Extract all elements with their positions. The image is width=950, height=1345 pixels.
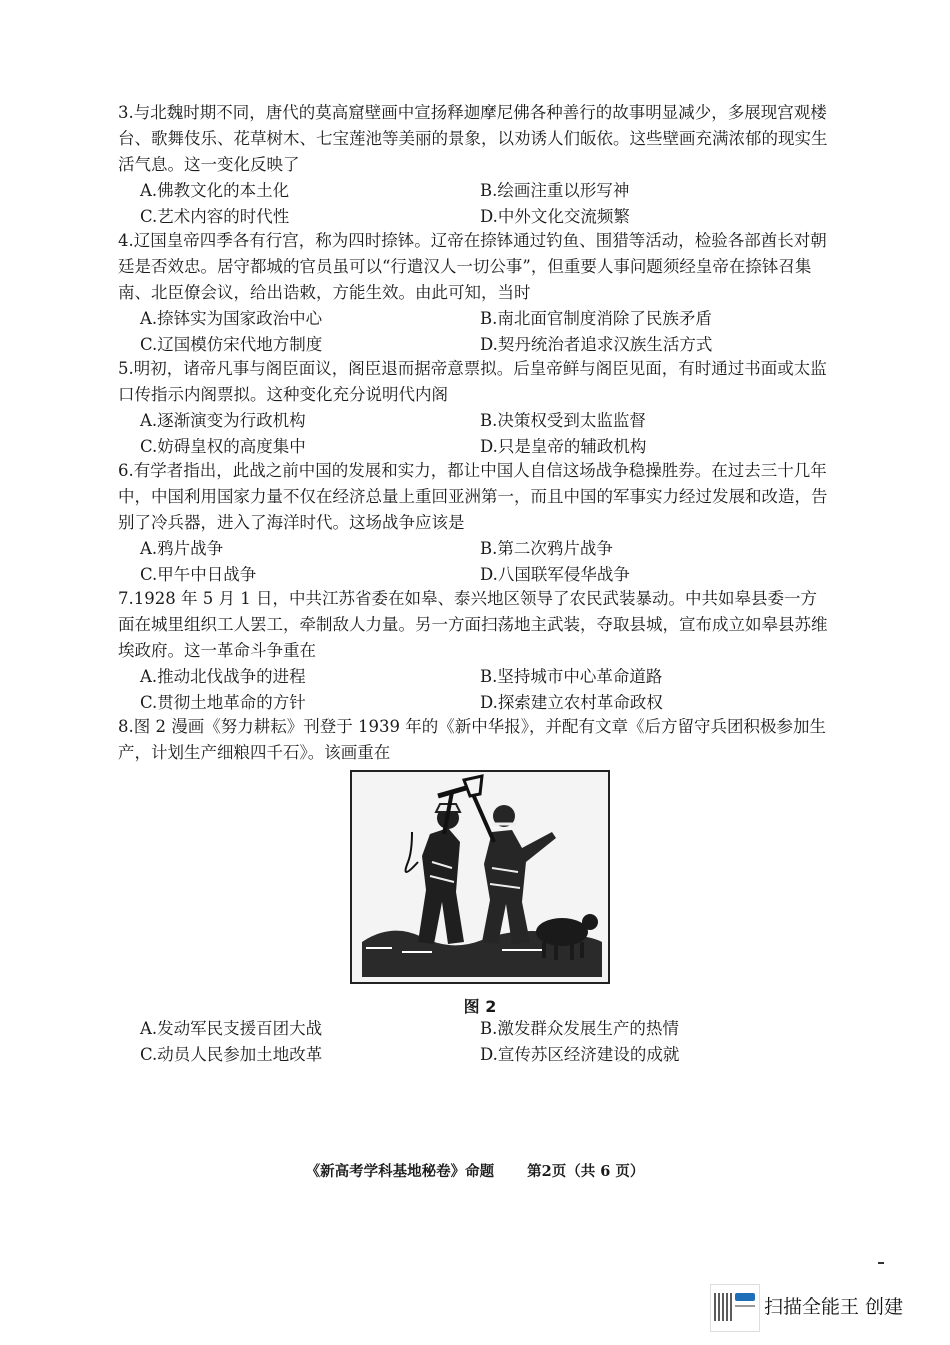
option-d: D.探索建立农村革命政权	[480, 693, 663, 712]
option-a: A.推动北伐战争的进程	[140, 667, 306, 686]
question-5	[118, 356, 830, 460]
option-c: C.甲午中日战争	[140, 565, 257, 584]
options	[118, 1016, 830, 1068]
option-b: B.绘画注重以形写神	[480, 181, 630, 200]
question-stem: 7.1928 年 5 月 1 日，中共江苏省委在如皋、泰兴地区领导了农民武装暴动。中共如皋县委一方面在城里组织工人罢工，牵制敌人力量。另一方面扫荡地主武装，夺取县城，宣布成立如皋县苏维埃政府。这一革命斗争重在	[118, 589, 828, 660]
qr-code-icon	[714, 1293, 732, 1321]
question-stem: 6.有学者指出，此战之前中国的发展和实力，都让中国人自信这场战争稳操胜券。在过去三十几年中，中国利用国家力量不仅在经济总量上重回亚洲第一，而且中国的军事实力经过发展和改造，告别了冷兵器，进入了海洋时代。这场战争应该是	[118, 461, 828, 532]
option-a: A.鸦片战争	[140, 539, 224, 558]
option-a: A.佛教文化的本土化	[140, 181, 290, 200]
option-a: A.逐渐演变为行政机构	[140, 411, 306, 430]
option-c: C.艺术内容的时代性	[140, 207, 290, 226]
footer-source: 《新高考学科基地秘卷》命题	[305, 1163, 495, 1180]
options	[118, 536, 830, 588]
option-c: C.贯彻土地革命的方针	[140, 693, 306, 712]
option-a: A.捺钵实为国家政治中心	[140, 309, 323, 328]
option-b: B.南北面官制度消除了民族矛盾	[480, 309, 712, 328]
scanner-logo	[710, 1284, 760, 1332]
app-logo-icon	[735, 1293, 755, 1301]
question-3	[118, 100, 830, 230]
option-c: C.妨碍皇权的高度集中	[140, 437, 306, 456]
question-7	[118, 586, 830, 716]
question-stem: 4.辽国皇帝四季各有行宫，称为四时捺钵。辽帝在捺钵通过钓鱼、围猎等活动，检验各部酋长对朝廷是否效忠。居守都城的官员虽可以“行遣汉人一切公事”，但重要人事问题须经皇帝在捺钵召集南、北臣僚会议，给出诰敕，方能生效。由此可知，当时	[118, 231, 827, 302]
option-d: D.只是皇帝的辅政机构	[480, 437, 647, 456]
question-8-options	[118, 1016, 830, 1068]
option-d: D.契丹统治者追求汉族生活方式	[480, 335, 713, 354]
option-b: B.坚持城市中心革命道路	[480, 667, 663, 686]
option-d: D.中外文化交流频繁	[480, 207, 630, 226]
option-d: D.八国联军侵华战争	[480, 565, 630, 584]
option-b: B.激发群众发展生产的热情	[480, 1019, 679, 1038]
option-c: C.动员人民参加土地改革	[140, 1045, 323, 1064]
question-stem: 5.明初，诸帝凡事与阁臣面议，阁臣退而据帝意票拟。后皇帝鲜与阁臣见面，有时通过书面或太监口传指示内阁票拟。这种变化充分说明代内阁	[118, 359, 827, 404]
options	[118, 664, 830, 716]
options	[118, 306, 830, 358]
option-a: A.发动军民支援百团大战	[140, 1019, 323, 1038]
options	[118, 178, 830, 230]
option-c: C.辽国模仿宋代地方制度	[140, 335, 323, 354]
option-b: B.决策权受到太监监督	[480, 411, 646, 430]
option-d: D.宣传苏区经济建设的成就	[480, 1045, 680, 1064]
question-stem: 3.与北魏时期不同，唐代的莫高窟壁画中宣扬释迦摩尼佛各种善行的故事明显减少，多展现宫观楼台、歌舞伎乐、花草树木、七宝莲池等美丽的景象，以劝诱人们皈依。这些壁画充满浓郁的现实生活气息。这一变化反映了	[118, 103, 828, 174]
option-b: B.第二次鸦片战争	[480, 539, 613, 558]
cartoon-illustration	[352, 772, 608, 982]
scan-mark	[878, 1262, 884, 1264]
footer-page-number: 第2页（共 6 页）	[527, 1163, 645, 1180]
question-6	[118, 458, 830, 588]
question-8	[118, 714, 830, 766]
cartoon-figure	[350, 770, 610, 984]
page-footer	[0, 1160, 950, 1181]
scanner-watermark: 扫描全能王 创建	[764, 1296, 904, 1318]
question-stem: 8.图 2 漫画《努力耕耘》刊登于 1939 年的《新中华报》，并配有文章《后方留守兵团积极参加生产，计划生产细粮四千石》。该画重在	[118, 717, 826, 762]
options	[118, 408, 830, 460]
figure-caption: 图 2	[463, 997, 497, 1016]
question-4	[118, 228, 830, 358]
